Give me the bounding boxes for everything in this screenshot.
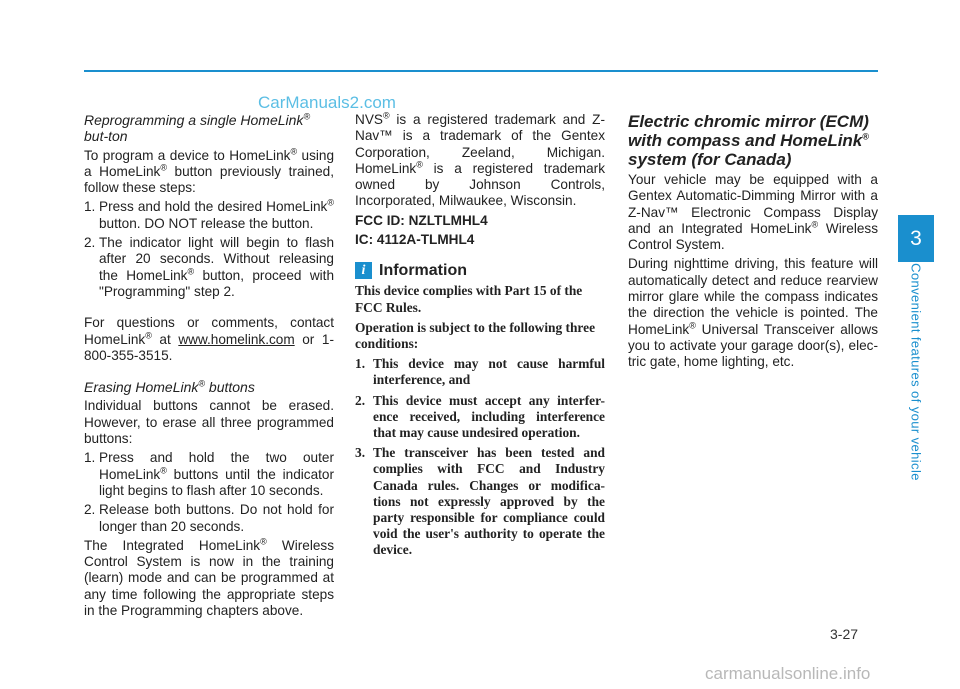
trademark-paragraph: NVS® is a registered trademark and Z-Nav™ is a trademark of the Gentex Corporation, Zeeland, Michigan. HomeLink® is a registered trademark owned by Johnson Controls, Incorporated, Milwaukee, Wisconsin. bbox=[355, 110, 605, 209]
information-body bbox=[355, 283, 605, 558]
info-icon: i bbox=[355, 262, 372, 279]
watermark-bottom: carmanualsonline.info bbox=[705, 664, 871, 683]
information-heading bbox=[355, 262, 605, 279]
ecm-paragraph: Your vehicle may be equipped with a Gentex Automatic-Dimming Mirror with a Z-Nav™ Electronic Compass Display and an Integrated HomeLink® Wireless Control System. bbox=[628, 172, 878, 253]
erasing-steps bbox=[84, 450, 334, 534]
list-item: 2. Release both buttons. Do not hold for longer than 20 seconds. bbox=[84, 502, 334, 534]
contact-paragraph: For questions or comments, contact HomeLink® at www.homelink.com or 1-800-355-3515. bbox=[84, 315, 334, 363]
header-rule bbox=[84, 70, 878, 72]
list-item: 1. Press and hold the two outer HomeLink® buttons until the indicator light begins to flash after 10 seconds. bbox=[84, 450, 334, 498]
reprogramming-heading: Reprogramming a single HomeLink® but-ton bbox=[84, 111, 311, 145]
column-right bbox=[628, 112, 878, 374]
homelink-website-link[interactable]: www.homelink.com bbox=[178, 331, 295, 347]
info-paragraph: Operation is subject to the following three conditions: bbox=[355, 319, 596, 351]
reprogramming-steps bbox=[84, 199, 334, 300]
information-title: Information bbox=[379, 261, 467, 279]
integrated-paragraph: The Integrated HomeLink® Wireless Control System is now in the training (learn) mode and can be programmed at any time following the appropriate steps in the Programming chapters above. bbox=[84, 536, 334, 619]
column-left bbox=[84, 112, 334, 622]
ecm-section-title: Electric chromic mirror (ECM) with compass and HomeLink® system (for Canada) bbox=[628, 112, 869, 169]
column-middle bbox=[355, 112, 605, 563]
list-item: 1. This device may not cause harmful interference, and bbox=[355, 356, 605, 388]
list-item: 2. This device must accept any interfer-ence received, including interference that may cause undesired operation. bbox=[355, 392, 605, 440]
erasing-heading: Erasing HomeLink® buttons bbox=[84, 378, 255, 396]
info-paragraph: This device complies with Part 15 of the FCC Rules. bbox=[355, 283, 583, 315]
watermark-top: CarManuals2.com bbox=[258, 93, 396, 112]
erasing-intro: Individual buttons cannot be erased. However, to erase all three programmed buttons: bbox=[84, 398, 334, 447]
chapter-title: Convenient features of your vehicle bbox=[908, 263, 924, 481]
reprogramming-intro: To program a device to HomeLink® using a HomeLink® button previously trained, follow these steps: bbox=[84, 146, 335, 196]
ic-id: IC: 4112A-TLMHL4 bbox=[355, 232, 475, 248]
ecm-paragraph: During nighttime driving, this feature will automatically detect and reduce rearview mirror glare while the compass indicates the direction the vehicle is pointed. The HomeLink® Universal Transceiver allows you to activate your garage door(s), elec-tric gate, home lighting, etc. bbox=[628, 256, 878, 370]
page-number: 3-27 bbox=[830, 626, 859, 642]
conditions-list bbox=[355, 356, 605, 558]
list-item: 2. The indicator light will begin to flash after 20 seconds. Without releasing the HomeLink® button, proceed with "Programming" step 2. bbox=[84, 235, 335, 299]
fcc-id: FCC ID: NZLTLMHL4 bbox=[355, 212, 488, 228]
list-item: 3. The transceiver has been tested and complies with FCC and Industry Canada rules. Changes or modifica-tions not expressly approved by the party responsible for compliance could void the user's authority to operate the device. bbox=[355, 445, 605, 558]
list-item: 1. Press and hold the desired HomeLink® button. DO NOT release the button. bbox=[84, 197, 334, 231]
chapter-tab: 3 bbox=[898, 215, 934, 262]
